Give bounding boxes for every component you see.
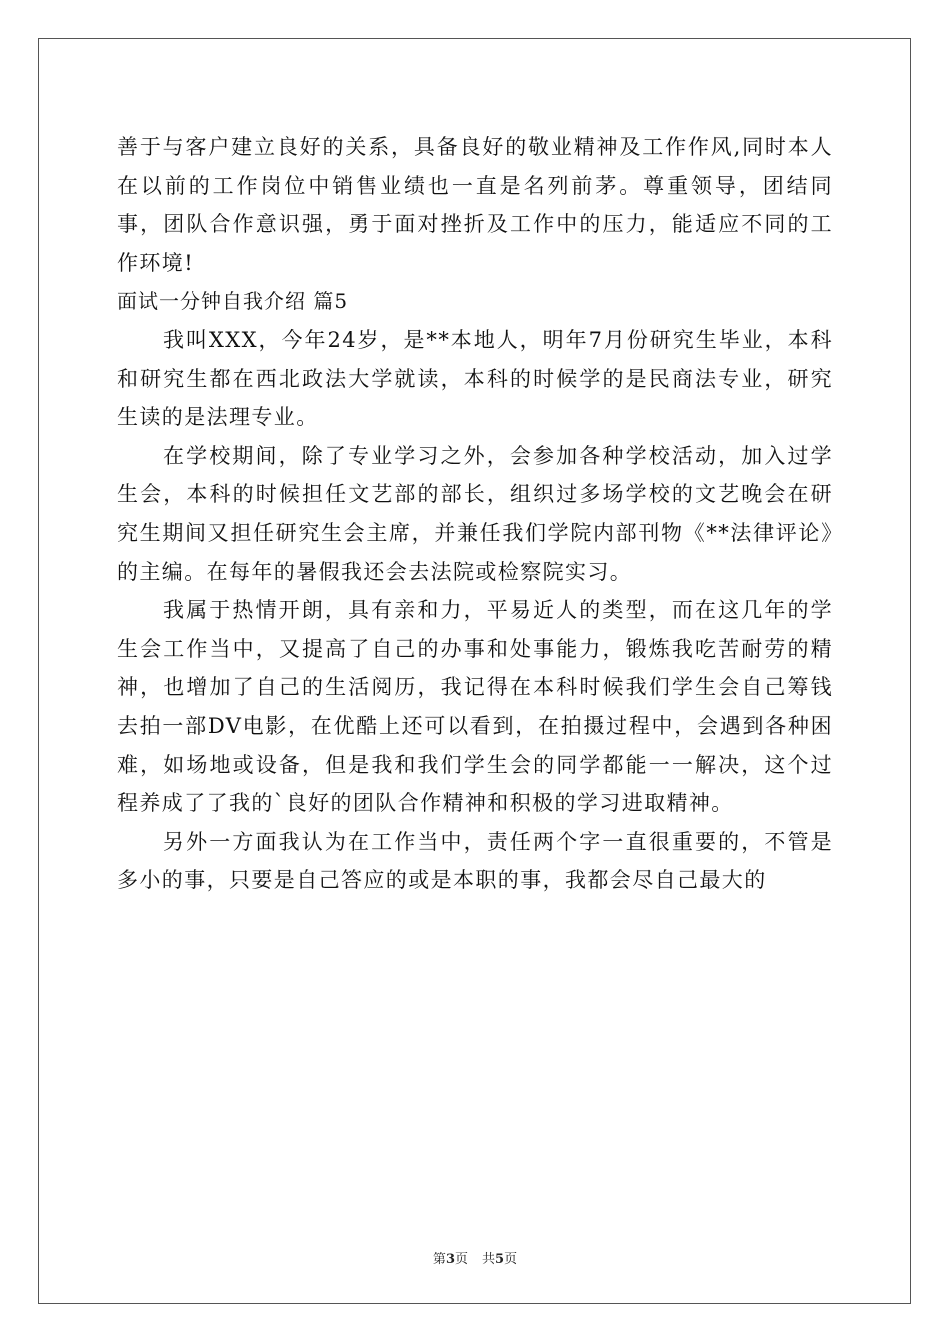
document-body [117, 128, 833, 900]
paragraph: 我属于热情开朗，具有亲和力，平易近人的类型，而在这几年的学生会工作当中，又提高了自己的办事和处事能力，锻炼我吃苦耐劳的精神，也增加了自己的生活阅历，我记得在本科时候我们学生会自己筹钱去拍一部DV电影，在优酷上还可以看到，在拍摄过程中，会遇到各种困难，如场地或设备，但是我和我们学生会的同学都能一一解决，这个过程养成了了我的`良好的团队合作精神和积极的学习进取精神。 [117, 598, 833, 816]
page-suffix: 页 [454, 1252, 468, 1267]
page-prefix: 第 [432, 1252, 446, 1267]
section-heading: 面试一分钟自我介绍 篇5 [117, 289, 349, 314]
current-page-number: 3 [445, 1252, 455, 1267]
paragraph: 我叫XXX，今年24岁，是**本地人，明年7月份研究生毕业，本科和研究生都在西北政法大学就读，本科的时候学的是民商法专业，研究生读的是法理专业。 [117, 327, 833, 430]
total-page-number: 5 [495, 1252, 505, 1267]
paragraph: 另外一方面我认为在工作当中，责任两个字一直很重要的，不管是多小的事，只要是自己答应的或是本职的事，我都会尽自己最大的 [117, 829, 833, 893]
paragraph: 善于与客户建立良好的关系，具备良好的敬业精神及工作作风,同时本人在以前的工作岗位中销售业绩也一直是名列前茅。尊重领导，团结同事，团队合作意识强，勇于面对挫折及工作中的压力，能适应不同的工作环境! [117, 135, 833, 275]
paragraph: 在学校期间，除了专业学习之外，会参加各种学校活动，加入过学生会，本科的时候担任文艺部的部长，组织过多场学校的文艺晚会在研究生期间又担任研究生会主席，并兼任我们学院内部刊物《**法律评论》的主编。在每年的暑假我还会去法院或检察院实习。 [117, 443, 833, 584]
page-footer [0, 1248, 950, 1267]
total-prefix: 共 [482, 1252, 496, 1267]
total-suffix: 页 [504, 1252, 518, 1267]
